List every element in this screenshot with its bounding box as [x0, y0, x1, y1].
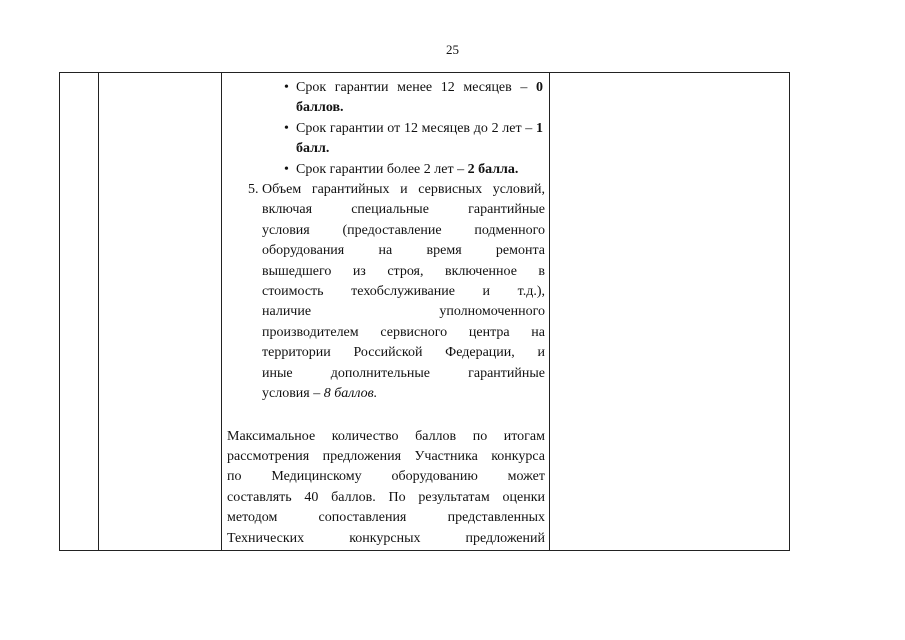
- criteria-table: [59, 72, 790, 551]
- criterion-line: территории Российской Федерации, и: [262, 345, 545, 361]
- criterion-line: Объем гарантийных и сервисных условий,: [262, 182, 545, 198]
- bullet-score: 1 балл.: [296, 120, 543, 157]
- summary-line: рассмотрения предложения Участника конкурса: [227, 448, 545, 464]
- bullet-text: Срок гарантии от 12 месяцев до 2 лет –: [296, 120, 536, 136]
- criterion-line: включая специальные гарантийные: [262, 202, 545, 218]
- criterion-line: иные дополнительные гарантийные: [262, 365, 545, 381]
- criterion-line: вышедшего из строя, включенное в: [262, 263, 545, 279]
- table-border-left: [59, 72, 60, 551]
- table-bottom-border: [59, 550, 790, 551]
- criterion-number: 5.: [248, 182, 259, 198]
- criterion-item-5: [227, 180, 545, 404]
- summary-paragraph: [227, 427, 545, 549]
- criterion-line: стоимость техобслуживание и т.д.),: [262, 284, 545, 300]
- table-border-right: [789, 72, 790, 551]
- criterion-line-text: условия –: [262, 386, 324, 402]
- bullet-score: 2 балла.: [467, 161, 519, 177]
- criterion-line: производителем сервисного центра на: [262, 324, 545, 340]
- bullet-item: [227, 160, 545, 180]
- criterion-line: условия (предоставление подменного: [262, 222, 545, 238]
- bullet-item: [227, 78, 545, 119]
- bullet-item: [227, 119, 545, 160]
- column-divider: [98, 72, 99, 551]
- summary-line: по Медицинскому оборудованию может: [227, 469, 545, 485]
- criterion-line: наличие уполномоченного: [262, 304, 545, 320]
- summary-line: методом сопоставления представленных: [227, 510, 545, 526]
- column-divider: [549, 72, 550, 551]
- summary-line: составлять 40 баллов. По результатам оценки: [227, 489, 545, 505]
- bullet-text: Срок гарантии более 2 лет –: [296, 161, 468, 177]
- table-top-border: [59, 72, 790, 73]
- criteria-cell: [227, 78, 545, 549]
- warranty-bullet-list: [227, 78, 545, 180]
- bullet-score: 0 баллов.: [296, 80, 543, 116]
- column-divider: [221, 72, 222, 551]
- summary-line: Максимальное количество баллов по итогам: [227, 428, 545, 444]
- criterion-score: 8 баллов.: [323, 386, 378, 402]
- criterion-line: оборудования на время ремонта: [262, 243, 545, 259]
- criterion-body: [262, 180, 545, 404]
- page-number: 25: [446, 42, 459, 57]
- summary-line: Технических конкурсных предложений: [227, 530, 545, 546]
- criterion-last-line: [262, 384, 545, 404]
- bullet-text: Срок гарантии менее 12 месяцев –: [296, 80, 536, 95]
